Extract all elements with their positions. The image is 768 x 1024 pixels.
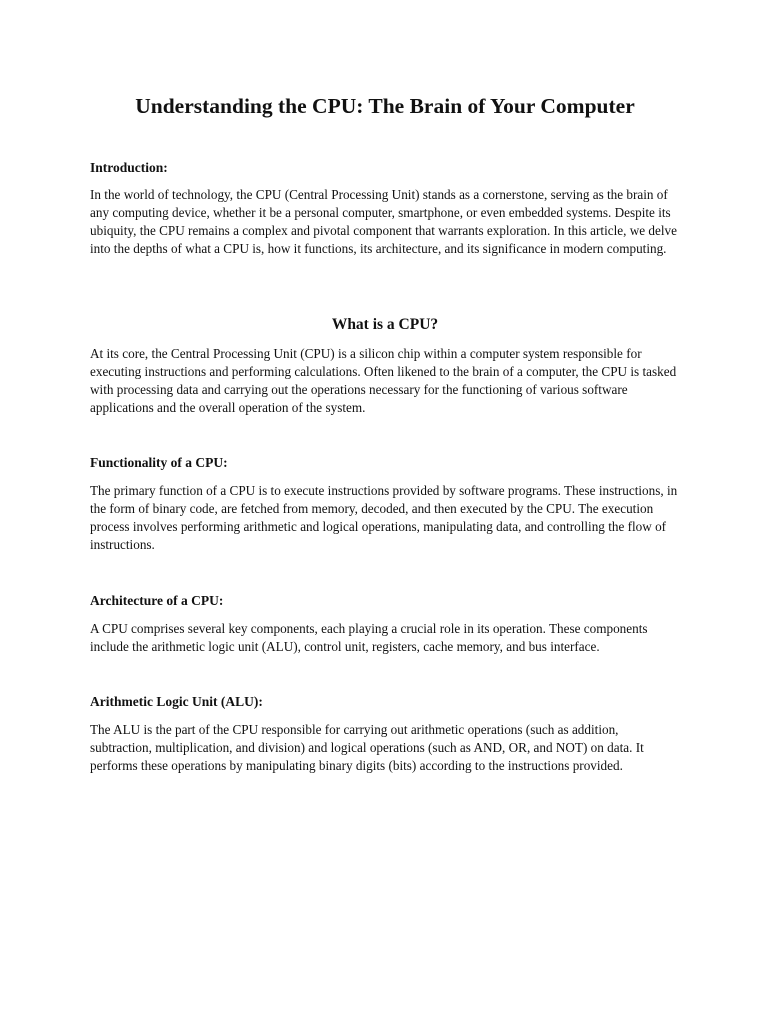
section-heading-what-is-cpu: What is a CPU?: [331, 316, 439, 333]
document-title: Understanding the CPU: The Brain of Your Computer: [135, 94, 635, 118]
section-body-introduction: In the world of technology, the CPU (Central Processing Unit) stands as a cornerstone, serving as the brain of any computing device, whether it be a personal computer, smartphone, or even embedded systems. Despite its ubiquity, the CPU remains a complex and pivotal component that warrants exploration. In this article, we delve into the depths of what a CPU is, how it functions, its architecture, and its significance in modern computing.: [90, 187, 677, 256]
section-body-architecture: A CPU comprises several key components, each playing a crucial role in its operation. These components include the arithmetic logic unit (ALU), control unit, registers, cache memory, and bus interface.: [90, 621, 648, 654]
section-body-what-is-cpu: At its core, the Central Processing Unit (CPU) is a silicon chip within a computer system responsible for executing instructions and performing calculations. Often likened to the brain of a computer, the CPU is tasked with processing data and carrying out the operations necessary for the functioning of various software applications and the overall operation of the system.: [90, 346, 677, 415]
section-heading-introduction: Introduction:: [90, 160, 168, 175]
section-heading-functionality: Functionality of a CPU:: [90, 455, 228, 470]
section-heading-architecture: Architecture of a CPU:: [90, 593, 224, 608]
section-body-functionality: The primary function of a CPU is to execute instructions provided by software programs. These instructions, in the form of binary code, are fetched from memory, decoded, and then executed by the CPU. The execution process involves performing arithmetic and logical operations, manipulating data, and controlling the flow of instructions.: [90, 483, 678, 552]
section-body-alu: The ALU is the part of the CPU responsible for carrying out arithmetic operations (such as addition, subtraction, multiplication, and division) and logical operations (such as AND, OR, and NOT) on data. It performs these operations by manipulating binary digits (bits) according to the instructions provided.: [90, 722, 644, 773]
section-heading-alu: Arithmetic Logic Unit (ALU):: [90, 694, 263, 709]
